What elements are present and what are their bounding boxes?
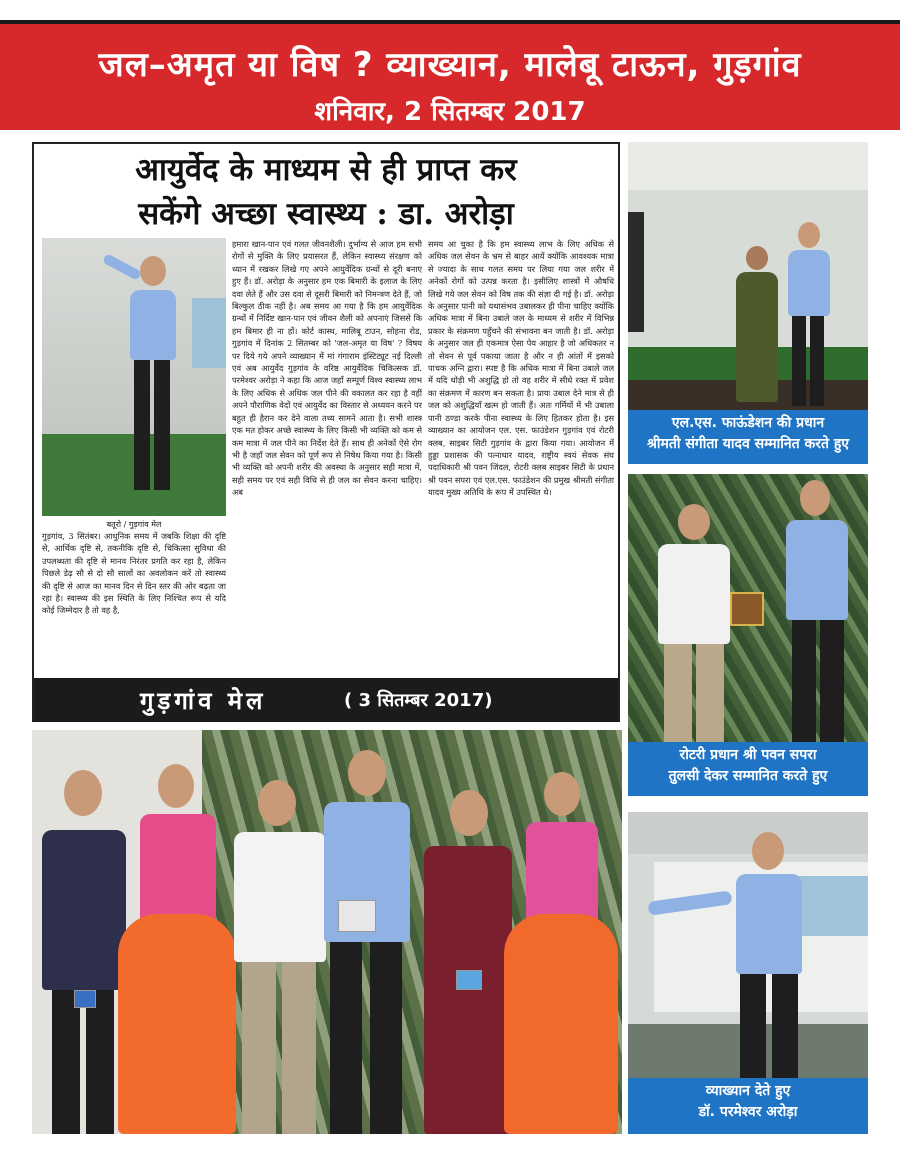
clipping-headline-line2: सकेंगे अच्छा स्वास्थ्य : डा. अरोड़ा [138,196,514,232]
article-column-2: हमारा खान-पान एवं गलत जीवनशैली। दुर्भाग्य से आज हम सभी रोगों से मुक्ति के लिए प्रयासरत हैं, लेकिन स्वास्थ्य संरक्षण को ध्यान में रखकर लिखे गए अपने आयुर्वेदिक ग्रन्थों से दूरी बनाए हुए हैं। डॉ. अरोड़ा के अनुसार हम एक बिमारी के इलाज के लिए दवा लेते हैं और उस दवा से दूसरी बिमारी को निमन्त्रण देते हैं, जो बिल्कुल ठीक नहीं है। अब समय आ गया है कि हम आयुर्वेदिक ग्रन्थों में निर्दिष्ट खान-पान एवं जीवन शैली को अपनाएं जिससे कि हम बिमार ही ना हों। कोर्ट कास्थ, मालिबू टाउन, सोहना रोड, गुड़गांव में दिनांक 2 सितम्बर को 'जल-अमृत या विष' ? विषय पर दिये गये अपने व्याख्यान में मां गंगाराम इंस्टिट्यूट नई दिल्ली एवं अब आयुर्वेद गुड़गांव के वरिष्ठ आयुर्वेदिक चिकित्सक डॉ. परमेश्वर अरोड़ा ने कहा कि आज जहाँ सम्पूर्ण विश्व स्वास्थ्य लाभ के लिए अधिक से अधिक जल पीने की वकालत कर रहा है वहीं अपने पौराणिक वेदों एवं आयुर्वेद का विस्तार से अध्ययन करने पर बहुत ही हैरान कर देने वाला तथ्य सामने आता है। सभी शास्त्र एक मत होकर अच्छे स्वास्थ्य के लिए किसी भी व्यक्ति को कम से कम मात्रा में जल पीने का निर्देश देते हैं। साथ ही अनेकों ऐसे रोग भी है जहाँ जल सेवन को पूर्ण रूप से निषेध किया गया है। किसी भी व्यक्ति को अपनी शरीर की अवस्था के अनुसार सही मात्रा में, सही समय पर एवं सही विधि से ही जल का सेवन करना चाहिए। अब [232,239,422,498]
newspaper-clipping [32,142,620,722]
caption-foundation-felicitation [628,410,868,464]
newspaper-date: ( 3 सितम्बर 2017) [344,690,493,711]
clipping-headline [34,148,618,236]
clipping-headline-line1: आयुर्वेद के माध्यम से ही प्राप्त कर [135,152,517,188]
caption-lecture [628,1078,868,1134]
banner-title: जल–अमृत या विष ? व्याख्यान, मालेबू टाऊन, गुड़गांव [98,45,802,85]
clipping-footer [34,678,618,722]
clipping-photo-caption: बतूरो / गुड़गांव मेल [106,520,162,529]
newspaper-name: गुड़गांव मेल [140,687,267,715]
caption1-line2: श्रीमती संगीता यादव सम्मानित करते हुए [646,436,850,452]
caption2-line1: रोटरी प्रधान श्री पवन सपरा [679,747,817,763]
caption3-line1: व्याख्यान देते हुए [705,1083,791,1099]
award-plaque [730,592,764,626]
photo-rotary-tulsi-felicitation [628,474,868,742]
article-column-1: गुड़गांव, 3 सितंबर। आधुनिक समय में जबकि शिक्षा की दृष्टि से, आर्थिक दृष्टि से, तकनीकि दृष्टि से, चिकित्सा सुविधा की उपलब्धता की दृष्टि से मानव निरंतर प्रगति कर रहा है, लेकिन पिछले डेढ़ सौ से दो सौ सालों का अवलोकन करें तो स्वास्थ्य की दृष्टि से आज का मानव दिन से दिन स्तर की ओर बढ़ता जा रहा है। स्वास्थ्य की इस स्थिति के लिए निश्चित रूप से यदि कोई जिम्मेदार है तो वह है, [42,531,226,616]
banner-date: शनिवार, 2 सितम्बर 2017 [314,97,586,127]
photo-group [32,730,622,1134]
caption3-line2: डॉ. परमेश्वर अरोड़ा [698,1104,798,1120]
caption2-line2: तुलसी देकर सम्मानित करते हुए [668,768,828,784]
article-column-3: समय आ चुका है कि हम स्वास्थ्य लाभ के लिए अधिक से अधिक जल सेवन के भ्रम से बाहर आयें क्योंकि आवश्यक मात्रा से ज्यादा के साथ गलत समय पर लिया गया जल शरीर में अनेकों रोगों को उत्पन्न करता है। इसीलिए शास्त्रों में औषधि लिखे गये जल सेवन को विष तक की संज्ञा दी गई है। डॉ. अरोड़ा के अनुसार पानी को यथासंभव उबालकर ही पीना चाहिए क्योंकि अधिक मात्रा में बिना उबाले जल के माध्यम से शरीर में विभिन्न प्रकार के संक्रमण पहुँचने की संभावना बन जाती है। डॉ. अरोड़ा के अनुसार जल ही एकमात्र ऐसा पेय आहार है जो अधिकतर न तो सेवन से पूर्व पकाया जाता है और न ही आंतों में इसको पाचक अग्नि द्वारा। स्पष्ट है कि अधिक मात्रा में बिना उबाले जल में यदि थोड़ी भी अशुद्धि हो तो वह शरीर में सीधे रक्त में प्रवेश का संक्रमण में कारण बन सकता है। प्रायः उबाल देने मात्र से ही जल को अशुद्धियाँ खत्म हो जाती हैं। अतः गर्मियों में भी उबाला पानी ठण्डा करके पीना स्वास्थ्य के लिए हितकर होता है। इस व्याख्यान का आयोजन एल. एस. फाउंडेशन गुड़गांव एवं रोटरी क्लब, साइबर सिटी गुड़गांव के द्वारा किया गया। आयोजन में हुड्डा प्रशासक की पत्नाधार यादव, राष्ट्रीय स्वयं सेवक संघ पदाधिकारी श्री पवन जिंदल, रोटरी क्लब साइबर सिटी के प्रधान श्री पवन सपरा एवं एल.एस. फाउंडेशन की प्रमुख श्रीमती संगीता यादव मुख्य अतिथि के रूप में उपस्थित थे। [428,239,614,498]
photo-lecture [628,812,868,1078]
photo-foundation-felicitation [628,142,868,410]
caption1-line1: एल.एस. फाऊंडेशन की प्रधान [671,415,825,431]
clipping-speaker-photo [42,238,226,516]
caption-rotary-felicitation [628,742,868,796]
header-banner [0,20,900,130]
